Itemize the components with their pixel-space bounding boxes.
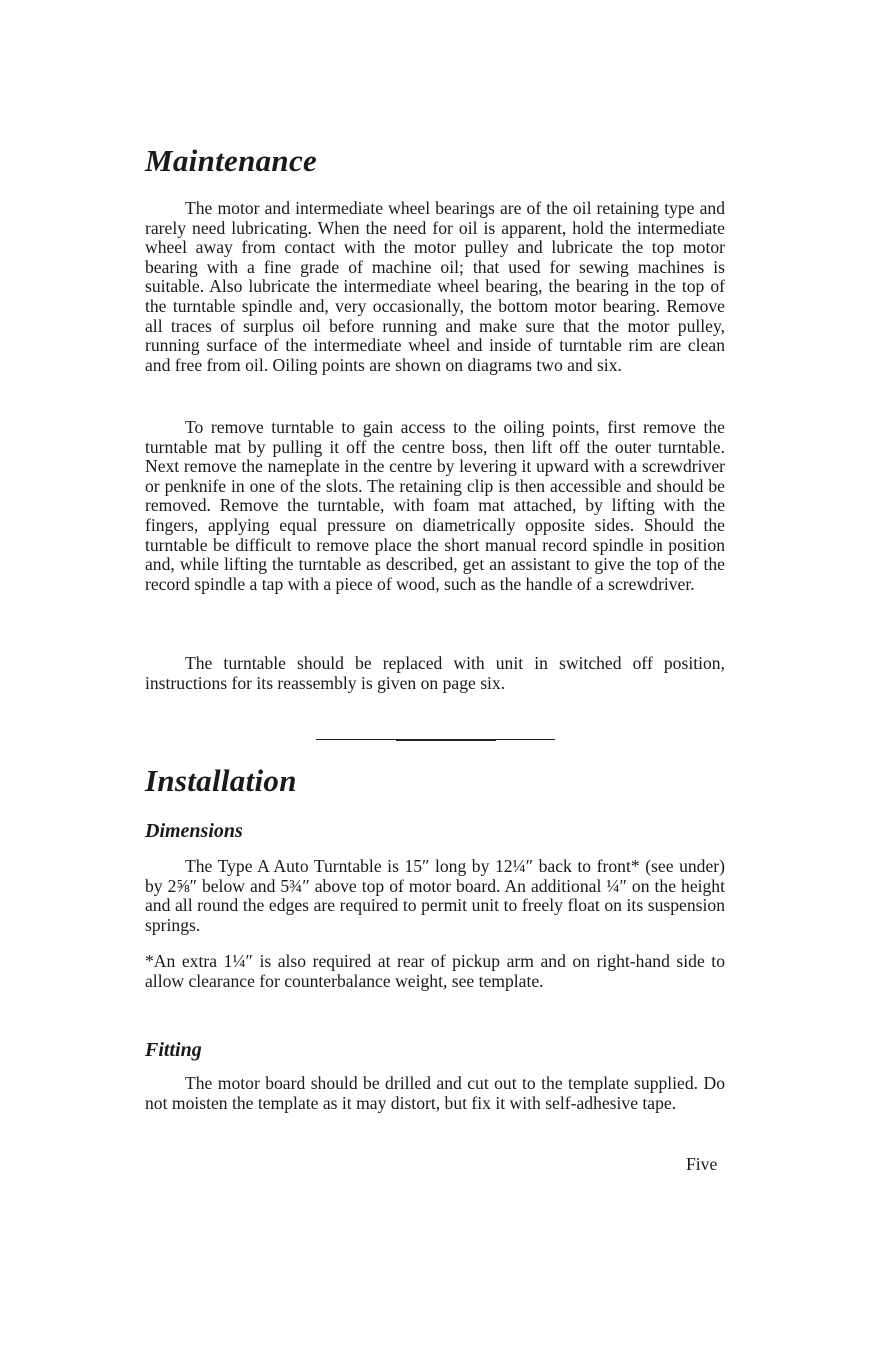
maintenance-paragraph-2 — [145, 418, 725, 594]
section-divider — [316, 739, 555, 740]
paragraph: To remove turntable to gain access to the oiling points, first remove the turntable mat by pulling it off the centre boss, then lift off the outer turntable. Next remove the nameplate in the centre by levering it upward with a screwdriver or penknife in one of the slots. The retaining clip is then accessible and should be removed. Remove the turntable, with foam mat attached, by lifting with the fingers, applying equal pressure on diametrically opposite sides. Should the turntable be difficult to remove place the short manual record spindle in position and, while lifting the turntable as described, get an assistant to give the top of the record spindle a tap with a piece of wood, such as the handle of a screwdriver. — [145, 417, 725, 594]
subheading-dimensions: Dimensions — [145, 820, 243, 842]
footnote: *An extra 1¼″ is also required at rear of pickup arm and on right-hand side to allow clearance for counterbalance weight, see template. — [145, 951, 725, 991]
fitting-heading-block — [145, 1039, 725, 1062]
dimensions-paragraph — [145, 857, 725, 935]
paragraph: The Type A Auto Turntable is 15″ long by 12¼″ back to front* (see under) by 2⅝″ below and 5¾″ above top of motor board. An additional ¼″ on the height and all round the edges are required to permit unit to freely float on its suspension springs. — [145, 856, 725, 935]
section-heading-installation: Installation — [145, 763, 297, 798]
installation-heading-block — [145, 763, 725, 799]
subheading-fitting: Fitting — [145, 1039, 202, 1061]
maintenance-paragraph-1 — [145, 199, 725, 375]
dimensions-footnote — [145, 952, 725, 991]
section-heading-maintenance: Maintenance — [145, 143, 318, 178]
dimensions-heading-block — [145, 820, 725, 843]
paragraph: The turntable should be replaced with unit in switched off position, instructions for its reassembly is given on page six. — [145, 653, 725, 693]
maintenance-heading-block — [145, 143, 725, 179]
paragraph: The motor board should be drilled and cut out to the template supplied. Do not moisten the template as it may distort, but fix it with self-adhesive tape. — [145, 1073, 725, 1113]
paragraph: The motor and intermediate wheel bearings are of the oil retaining type and rarely need lubricating. When the need for oil is apparent, hold the intermediate wheel away from contact with the motor pulley and lubricate the top motor bearing with a fine grade of machine oil; that used for sewing machines is suitable. Also lubricate the intermediate wheel bearing, the bearing in the top of the turntable spindle and, very occasionally, the bottom motor bearing. Remove all traces of surplus oil before running and make sure that the motor pulley, running surface of the intermediate wheel and inside of turntable rim are clean and free from oil. Oiling points are shown on diagrams two and six. — [145, 198, 725, 375]
page-number: Five — [686, 1154, 718, 1174]
fitting-paragraph — [145, 1074, 725, 1113]
maintenance-paragraph-3 — [145, 654, 725, 693]
